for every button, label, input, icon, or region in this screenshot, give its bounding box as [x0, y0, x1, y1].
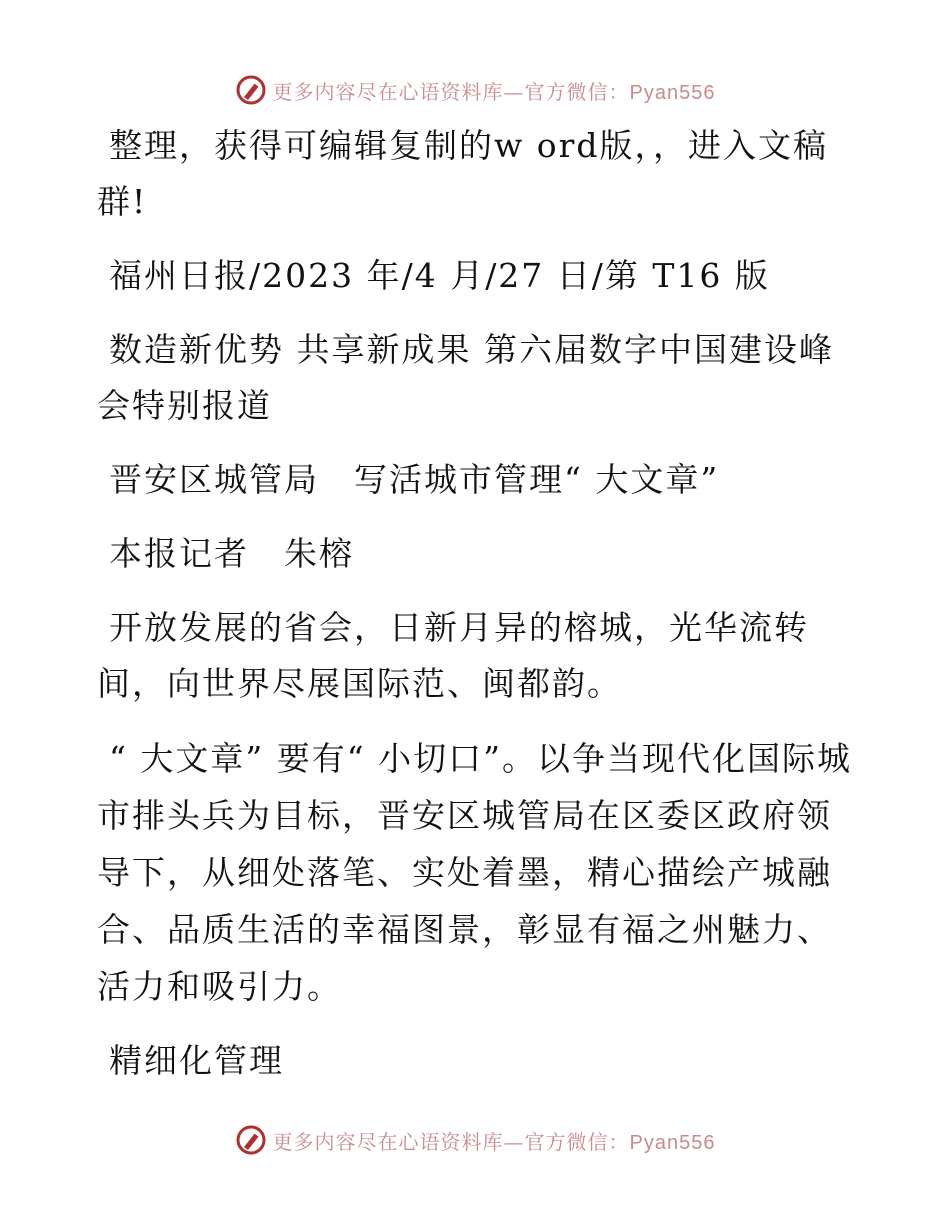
- byline: 本报记者 朱榕: [109, 534, 354, 573]
- article-title: 晋安区城管局 写活城市管理“ 大文章”: [109, 460, 720, 499]
- watermark-text: 更多内容尽在心语资料库—官方微信：Pyan556: [272, 79, 716, 104]
- section-banner: 数造新优势 共享新成果 第六届数字中国建设峰会特别报道: [97, 330, 834, 425]
- source-line: 福州日报/2023 年/4 月/27 日/第 T16 版: [109, 256, 770, 295]
- watermark-text: 更多内容尽在心语资料库—官方微信：Pyan556: [272, 1129, 716, 1154]
- lead-paragraph: 开放发展的省会，日新月异的榕城，光华流转间，向世界尽展国际范、闽都韵。: [97, 608, 809, 703]
- pen-logo-icon: [235, 74, 267, 106]
- subheading: 精细化管理: [109, 1041, 284, 1080]
- body-paragraph: “ 大文章” 要有“ 小切口”。以争当现代化国际城市排头兵为目标，晋安区城管局在区委区政府领导下，从细处落笔、实处着墨，精心描绘产城融合、品质生活的幸福图景，彰显有福之州魅力、活力和吸引力。: [97, 739, 852, 1006]
- intro-note: 整理，获得可编辑复制的w ord版，，进入文稿群!: [97, 126, 829, 221]
- document-body: [97, 118, 857, 1107]
- header-watermark: [0, 70, 950, 110]
- pen-logo-icon: [235, 1124, 267, 1156]
- footer-watermark: [0, 1120, 950, 1160]
